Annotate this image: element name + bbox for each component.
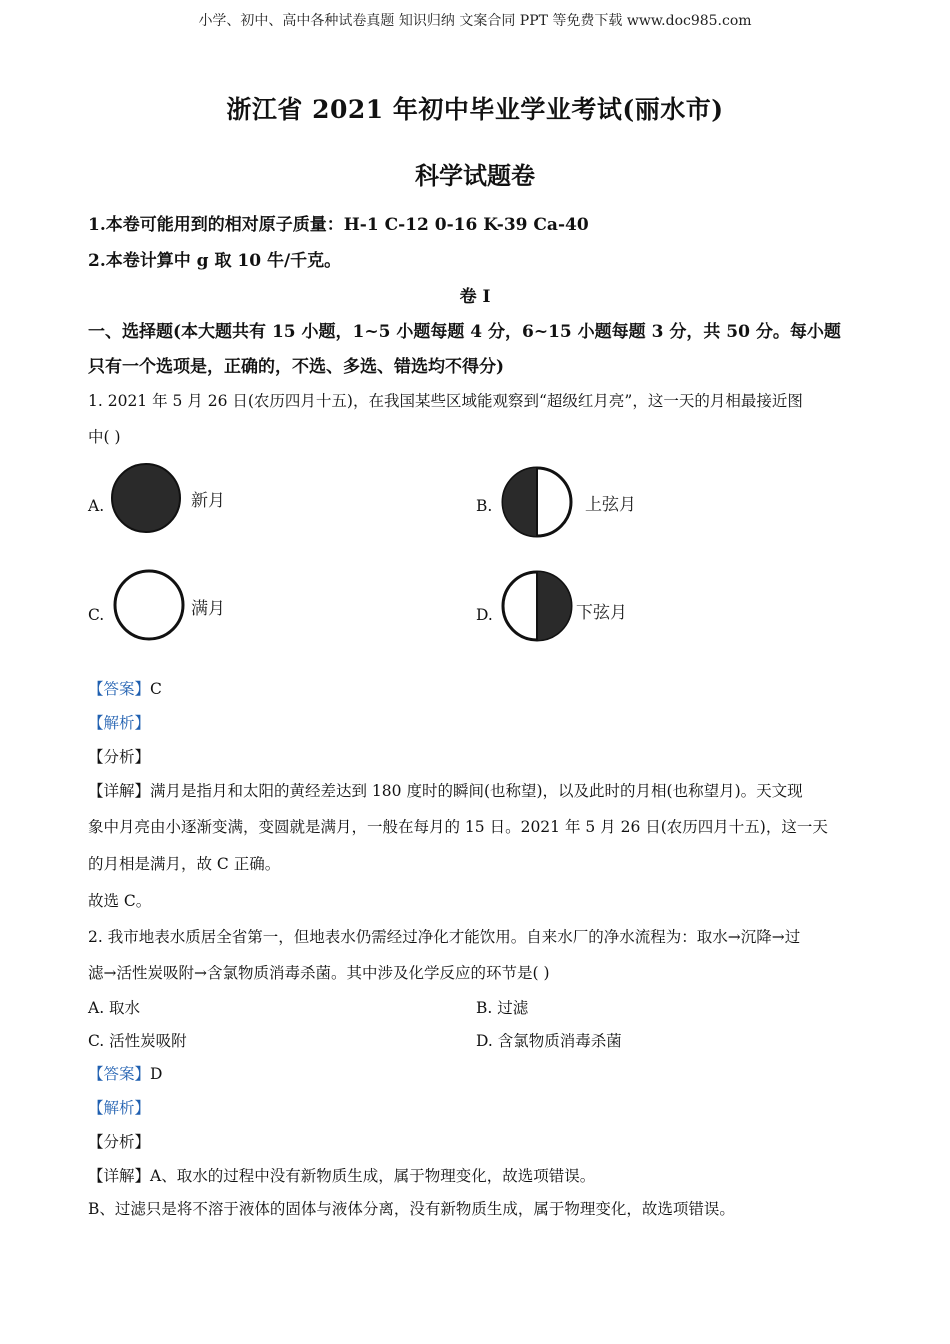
q1-option-d-label: 下弦月 <box>576 603 627 623</box>
q1-option-a-label: 新月 <box>191 491 225 511</box>
exam-title: 浙江省 2021 年初中毕业学业考试(丽水市) <box>226 95 724 124</box>
answer-tag: 【答案】 <box>88 680 151 698</box>
q1-detail-line1: 【详解】满月是指月和太阳的黄经差达到 180 度时的瞬间(也称望)，以及此时的月相(也称望月)。天文现 <box>88 782 803 800</box>
q1-option-a-letter: A. <box>88 497 105 515</box>
page-header: 小学、初中、高中各种试卷真题 知识归纳 文案合同 PPT 等免费下载 www.doc985.com <box>198 13 752 29</box>
q2-option-d: D. 含氯物质消毒杀菌 <box>476 1032 622 1050</box>
first-quarter-moon-icon <box>501 466 573 538</box>
volume-label: 卷 I <box>459 287 491 307</box>
q2-detail-a: 【详解】A、取水的过程中没有新物质生成，属于物理变化，故选项错误。 <box>88 1167 596 1185</box>
full-moon-icon <box>112 568 186 642</box>
q1-fenxi: 【分析】 <box>88 748 151 766</box>
section-heading-line1: 一、选择题(本大题共有 15 小题，1~5 小题每题 4 分，6~15 小题每题 3 分，共 50 分。每小题 <box>88 322 841 342</box>
q2-stem-line1: 2. 我市地表水质居全省第一，但地表水仍需经过净化才能饮用。自来水厂的净水流程为：取水→沉降→过 <box>88 928 801 946</box>
q2-option-c: C. 活性炭吸附 <box>88 1032 187 1050</box>
q1-option-b-letter: B. <box>476 497 493 515</box>
q2-option-b: B. 过滤 <box>476 999 529 1017</box>
note-1: 1.本卷可能用到的相对原子质量：H-1 C-12 0-16 K-39 Ca-40 <box>88 215 589 235</box>
q2-detail-b: B、过滤只是将不溶于液体的固体与液体分离，没有新物质生成，属于物理变化，故选项错误。 <box>88 1200 735 1218</box>
q1-analysis-tag: 【解析】 <box>88 714 151 732</box>
q2-answer <box>88 1062 162 1084</box>
q1-option-b-label: 上弦月 <box>585 495 636 515</box>
q1-option-d-letter: D. <box>476 606 493 624</box>
q1-stem-line1: 1. 2021 年 5 月 26 日(农历四月十五)，在我国某些区域能观察到“超级红月亮”，这一天的月相最接近图 <box>88 392 803 410</box>
last-quarter-moon-icon <box>501 570 573 642</box>
note-2: 2.本卷计算中 g 取 10 牛/千克。 <box>88 251 342 271</box>
new-moon-icon <box>110 462 182 534</box>
section-heading-line2: 只有一个选项是，正确的，不选、多选、错选均不得分) <box>88 357 505 377</box>
q2-analysis-tag: 【解析】 <box>88 1099 151 1117</box>
exam-subtitle: 科学试题卷 <box>415 161 535 190</box>
q1-conclusion: 故选 C。 <box>88 892 152 910</box>
q2-stem-line2: 滤→活性炭吸附→含氯物质消毒杀菌。其中涉及化学反应的环节是( ) <box>88 964 550 982</box>
q1-detail-line3: 的月相是满月，故 C 正确。 <box>88 855 281 873</box>
q1-answer <box>88 677 162 699</box>
q2-fenxi: 【分析】 <box>88 1133 151 1151</box>
q2-option-a: A. 取水 <box>88 999 141 1017</box>
q1-detail-line2: 象中月亮由小逐渐变满，变圆就是满月，一般在每月的 15 日。2021 年 5 月 26 日(农历四月十五)，这一天 <box>88 818 828 836</box>
q1-answer-value: C <box>150 680 162 698</box>
answer-tag: 【答案】 <box>88 1065 151 1083</box>
q1-option-c-letter: C. <box>88 606 105 624</box>
q1-option-c-label: 满月 <box>191 599 225 619</box>
q2-answer-value: D <box>150 1065 163 1083</box>
q1-stem-line2: 中( ) <box>88 428 121 446</box>
